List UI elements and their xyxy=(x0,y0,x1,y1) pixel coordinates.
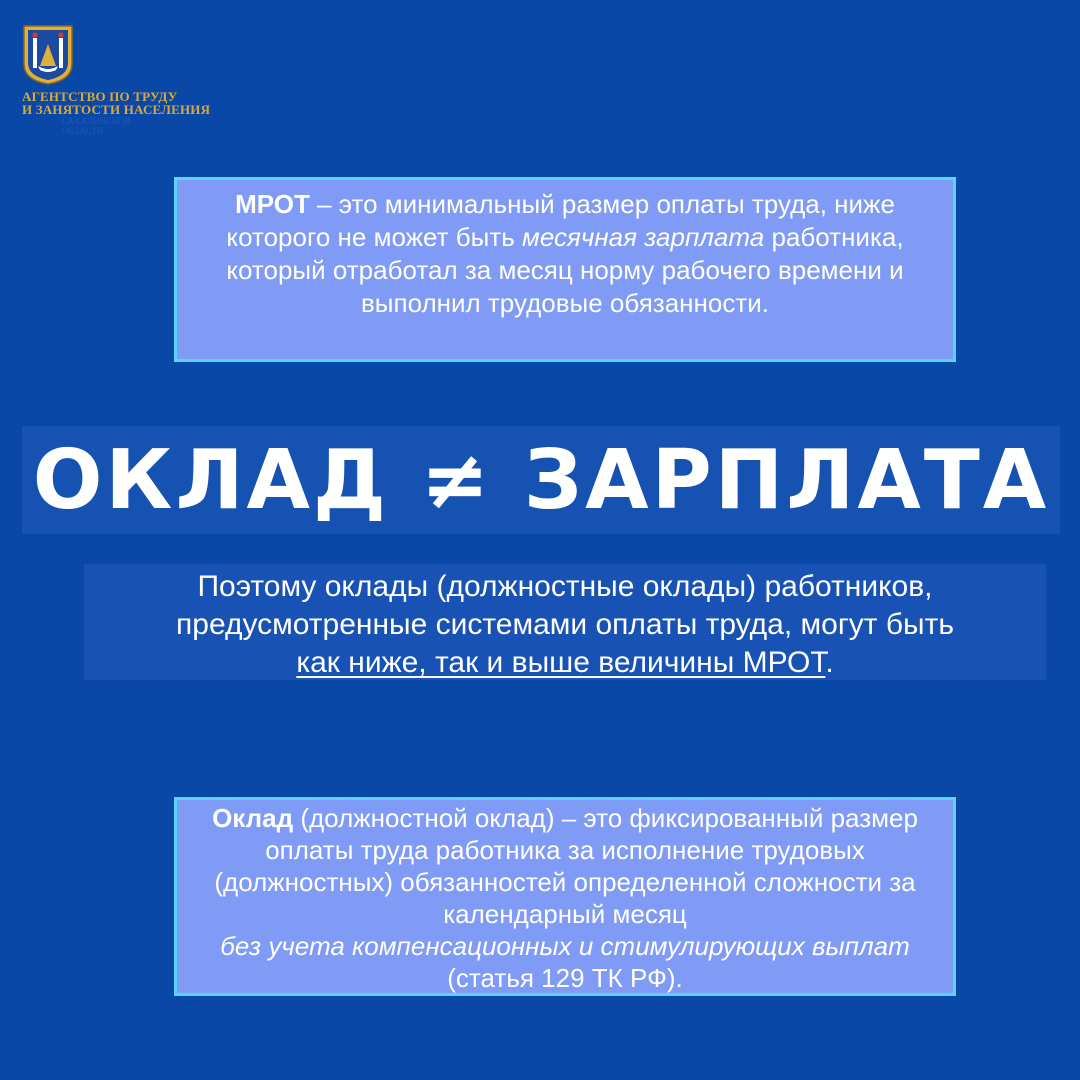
mrot-definition-box xyxy=(174,177,956,362)
page-title: ОКЛАД ≠ ЗАРПЛАТА xyxy=(32,432,1050,528)
heading-band xyxy=(22,426,1060,534)
agency-name-line1: АГЕНТСТВО ПО ТРУДУ xyxy=(22,89,178,104)
agency-logo xyxy=(22,24,262,136)
oklad-emphasis: без учета компенсационных и стимулирующих выплат xyxy=(220,931,910,961)
oklad-text-part2: (статья 129 ТК РФ). xyxy=(447,963,683,993)
mrot-text-part1: – это минимальный размер оплаты труда, ниже которого не может быть xyxy=(226,189,895,252)
explanation-line2: предусмотренные системами оплаты труда, могут быть xyxy=(176,608,954,641)
mrot-emphasis: месячная зарплата xyxy=(522,222,765,252)
mrot-term: МРОТ xyxy=(235,189,310,219)
oklad-text-part1: (должностной оклад) – это фиксированный размер оплаты труда работника за исполнение трудовых (должностных) обязанностей определенной сложности за календарный месяц xyxy=(214,803,918,929)
explanation-end: . xyxy=(825,646,834,679)
agency-name-line2: И ЗАНЯТОСТИ НАСЕЛЕНИЯ xyxy=(22,102,211,117)
oklad-definition-box xyxy=(174,797,956,996)
explanation-line1: Поэтому оклады (должностные оклады) работников, xyxy=(197,570,933,603)
agency-region-line1: САХАЛИНСКОЙ xyxy=(62,116,131,126)
oklad-term: Оклад xyxy=(212,803,294,833)
explanation-underlined: как ниже, так и выше величины МРОТ xyxy=(296,646,826,679)
mrot-text-part2: работника, который отработал за месяц норму рабочего времени и выполнил трудовые обязанности. xyxy=(226,222,904,318)
agency-region-line2: ОБЛАСТИ xyxy=(62,126,104,136)
coat-of-arms-icon xyxy=(22,24,74,86)
explanation-block xyxy=(84,564,1046,680)
